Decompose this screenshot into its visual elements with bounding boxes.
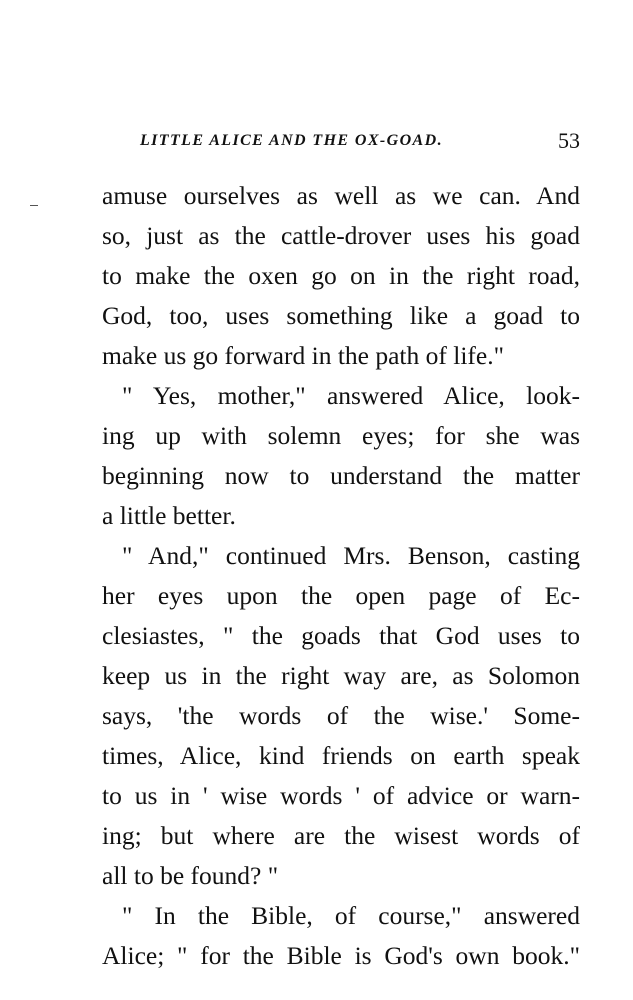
- text-line: times, Alice, kind friends on earth speak: [102, 741, 580, 770]
- text-line: to us in ' wise words ' of advice or warn-: [102, 781, 580, 810]
- margin-mark: [30, 205, 38, 206]
- text-line: " In the Bible, of course," answered: [122, 901, 580, 930]
- text-line: God, too, uses something like a goad to: [102, 301, 580, 330]
- body-text: [102, 176, 580, 976]
- text-line: keep us in the right way are, as Solomon: [102, 661, 580, 690]
- text-line: ing; but where are the wisest words of: [102, 821, 580, 850]
- text-line: make us go forward in the path of life.": [102, 341, 504, 370]
- text-line: " And," continued Mrs. Benson, casting: [122, 541, 580, 570]
- text-line: a little better.: [102, 501, 236, 530]
- text-line: amuse ourselves as well as we can. And: [102, 181, 580, 210]
- text-line: all to be found? ": [102, 861, 279, 890]
- page-number: 53: [558, 128, 580, 153]
- text-line: ing up with solemn eyes; for she was: [102, 421, 580, 450]
- text-line: Alice; " for the Bible is God's own book.": [102, 941, 580, 970]
- running-head: [140, 128, 580, 158]
- running-title: LITTLE ALICE AND THE OX-GOAD.: [140, 132, 443, 149]
- text-line: " Yes, mother," answered Alice, look-: [122, 381, 580, 410]
- text-line: so, just as the cattle-drover uses his goad: [102, 221, 580, 250]
- text-line: to make the oxen go on in the right road,: [102, 261, 580, 290]
- text-line: clesiastes, " the goads that God uses to: [102, 621, 580, 650]
- text-line: beginning now to understand the matter: [102, 461, 580, 490]
- text-line: says, 'the words of the wise.' Some-: [102, 701, 580, 730]
- text-line: her eyes upon the open page of Ec-: [102, 581, 580, 610]
